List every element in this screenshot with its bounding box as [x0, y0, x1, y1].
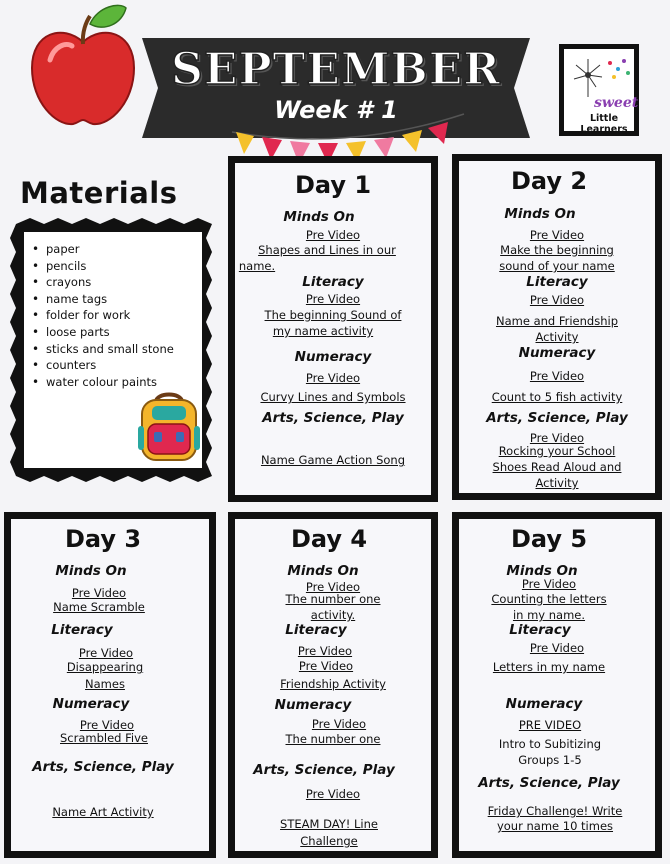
list-item: • pencils [30, 258, 174, 275]
minds-on-heading: Minds On [504, 206, 576, 222]
literacy-heading: Literacy [285, 622, 347, 638]
numeracy-activity-link[interactable]: Curvy Lines and Symbols [260, 390, 406, 404]
numeracy-heading: Numeracy [505, 696, 583, 712]
numeracy-video-link[interactable]: Pre Video [305, 371, 361, 385]
list-item: • name tags [30, 291, 174, 308]
logo-brand-text: Little Learners [580, 113, 628, 135]
logo [559, 44, 639, 136]
numeracy-heading: Numeracy [52, 696, 130, 712]
minds-on-activity-link-2[interactable]: in my name. [512, 608, 586, 622]
arts-heading: Arts, Science, Play [32, 759, 174, 775]
arts-video-link[interactable]: Pre Video [529, 431, 585, 445]
literacy-activity-link-2[interactable]: my name activity [272, 324, 374, 338]
day-2-card [452, 154, 662, 500]
numeracy-heading: Numeracy [294, 349, 372, 365]
minds-on-video-link[interactable]: Pre Video [305, 228, 361, 242]
numeracy-video-link[interactable]: Pre Video [79, 718, 135, 732]
day-title: Day 3 [64, 525, 142, 553]
arts-video-link[interactable]: Pre Video [305, 787, 361, 801]
minds-on-activity-link[interactable]: Make the beginning [500, 243, 614, 257]
literacy-video-link[interactable]: Pre Video [78, 646, 134, 660]
minds-on-video-link[interactable]: Pre Video [305, 580, 361, 594]
arts-activity-link[interactable]: Rocking your School [498, 444, 616, 458]
arts-heading: Arts, Science, Play [253, 762, 395, 778]
literacy-video-link[interactable]: Pre Video [529, 293, 585, 307]
literacy-activity-link[interactable]: The beginning Sound of [264, 308, 402, 322]
list-item: • crayons [30, 274, 174, 291]
literacy-activity-link[interactable]: Letters in my name [492, 660, 606, 674]
day-title: Day 4 [290, 525, 368, 553]
literacy-activity-link[interactable]: Friendship Activity [280, 677, 386, 691]
literacy-activity-link-2[interactable]: Names [85, 677, 125, 691]
list-item: • loose parts [30, 324, 174, 341]
list-item: • folder for work [30, 307, 174, 324]
numeracy-activity-link[interactable]: Scrambled Five [60, 731, 148, 745]
arts-activity-link-2[interactable]: your name 10 times [496, 819, 614, 833]
minds-on-heading: Minds On [506, 563, 578, 579]
day-title: Day 2 [510, 167, 588, 195]
numeracy-activity-link[interactable]: The number one [285, 732, 381, 746]
minds-on-heading: Minds On [55, 563, 127, 579]
minds-on-activity-link-2[interactable]: activity. [310, 608, 356, 622]
minds-on-activity-link-2[interactable]: sound of your name [499, 259, 615, 273]
list-item: • water colour paints [30, 374, 174, 391]
literacy-heading: Literacy [302, 274, 364, 290]
arts-heading: Arts, Science, Play [486, 410, 628, 426]
minds-on-video-link[interactable]: Pre Video [529, 228, 585, 242]
literacy-heading: Literacy [509, 622, 571, 638]
numeracy-video-link[interactable]: Pre Video [529, 369, 585, 383]
numeracy-heading: Numeracy [274, 697, 352, 713]
literacy-video-link[interactable]: Pre Video [529, 641, 585, 655]
week-subtitle: Week # 1 [274, 96, 398, 124]
day-5-card [452, 512, 662, 858]
arts-activity-link-2[interactable]: Challenge [300, 834, 358, 848]
numeracy-heading: Numeracy [518, 345, 596, 361]
numeracy-video-link[interactable]: Pre Video [311, 717, 367, 731]
minds-on-video-link[interactable]: Pre Video [521, 577, 577, 591]
day-title: Day 5 [510, 525, 588, 553]
apple-illustration [28, 2, 138, 132]
arts-activity-link-2[interactable]: Shoes Read Aloud and [492, 460, 622, 474]
arts-activity-link[interactable]: Name Art Activity [52, 805, 154, 819]
arts-heading: Arts, Science, Play [262, 410, 404, 426]
numeracy-activity-text-2: Groups 1-5 [518, 753, 582, 767]
list-item: • sticks and small stone [30, 341, 174, 358]
day-4-card [228, 512, 438, 858]
arts-heading: Arts, Science, Play [478, 775, 620, 791]
literacy-video-link-2[interactable]: Pre Video [298, 659, 354, 673]
list-item: • paper [30, 241, 174, 258]
numeracy-activity-text: Intro to Subitizing [498, 737, 602, 751]
minds-on-activity-link[interactable]: Name Scramble [53, 600, 145, 614]
numeracy-video-link[interactable]: PRE VIDEO [518, 718, 582, 732]
arts-activity-link[interactable]: Name Game Action Song [260, 453, 406, 467]
literacy-activity-link[interactable]: Disappearing [66, 660, 144, 674]
list-item: • counters [30, 357, 174, 374]
day-3-card [4, 512, 216, 858]
literacy-activity-link[interactable]: Name and Friendship [495, 314, 618, 328]
day-title: Day 1 [294, 171, 372, 199]
literacy-activity-link-2[interactable]: Activity [535, 330, 579, 344]
minds-on-activity-link-2[interactable]: name. [238, 259, 276, 273]
minds-on-heading: Minds On [287, 563, 359, 579]
literacy-video-link[interactable]: Pre Video [297, 644, 353, 658]
arts-activity-link-3[interactable]: Activity [535, 476, 579, 490]
minds-on-activity-link[interactable]: Shapes and Lines in our [258, 243, 396, 257]
literacy-heading: Literacy [526, 274, 588, 290]
materials-title: Materials [20, 176, 178, 210]
logo-sweet-text: sweet [594, 95, 639, 111]
dandelion-icon [570, 53, 634, 97]
literacy-heading: Literacy [51, 622, 113, 638]
minds-on-video-link[interactable]: Pre Video [71, 586, 127, 600]
backpack-illustration [136, 392, 202, 464]
day-1-card [228, 156, 438, 502]
minds-on-activity-link[interactable]: Counting the letters [491, 592, 607, 606]
numeracy-activity-link[interactable]: Count to 5 fish activity [491, 390, 623, 404]
arts-activity-link[interactable]: Friday Challenge! Write [487, 804, 623, 818]
minds-on-heading: Minds On [283, 209, 355, 225]
literacy-video-link[interactable]: Pre Video [305, 292, 361, 306]
arts-activity-link[interactable]: STEAM DAY! Line [280, 817, 378, 831]
page-title: SEPTEMBER [171, 44, 501, 95]
minds-on-activity-link[interactable]: The number one [285, 592, 381, 606]
